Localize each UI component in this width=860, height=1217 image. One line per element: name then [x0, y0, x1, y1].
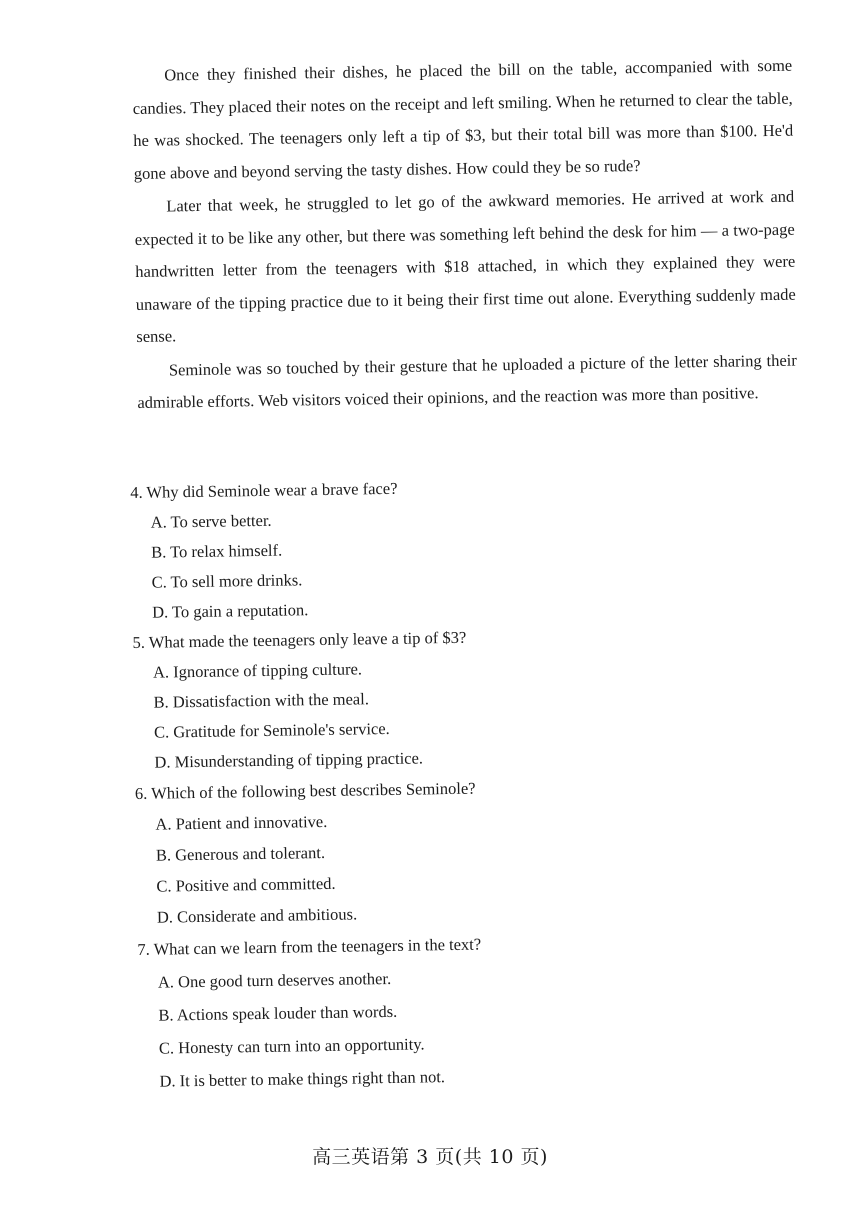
option-b: B. To relax himself. [151, 540, 283, 562]
question-stem: 5. What made the teenagers only leave a tip of $3? [132, 627, 467, 652]
option-c: C. Honesty can turn into an opportunity. [158, 1034, 425, 1058]
page-footer: 高三英语第 3 页(共 10 页) [312, 1146, 548, 1168]
passage-paragraph: Once they finished their dishes, he placed the bill on the table, accompanied with some candies. They placed their notes on the receipt and left smiling. When he returned to clear the table, he was shocked. The teenagers only left a tip of $3, but their total bill was more than $100. He'd gone above and beyond serving the tasty dishes. How could they be so rude? [132, 55, 794, 183]
question-stem: 4. Why did Seminole wear a brave face? [130, 478, 398, 502]
option-d: D. It is better to make things right than not. [159, 1067, 446, 1091]
option-b: B. Generous and tolerant. [155, 842, 326, 865]
option-c: C. Positive and committed. [156, 873, 336, 896]
question-5 [132, 618, 774, 778]
answer-options [153, 648, 775, 778]
passage-paragraph: Later that week, he struggled to let go of the awkward memories. He arrived at work and expected it to be like any other, but there was something left behind the desk for him — a two-page handwritten letter from the teenagers with $18 attached, in which they explained they were unaware of the tipping practice due to it being their first time out alone. Everything suddenly made sense. [134, 186, 796, 346]
answer-options [158, 956, 780, 1098]
question-6 [135, 768, 777, 933]
reading-passage [132, 50, 798, 421]
question-list [130, 468, 780, 1098]
option-a: A. To serve better. [150, 510, 272, 532]
question-stem: 7. What can we learn from the teenagers in the text? [137, 934, 482, 959]
option-d: D. Considerate and ambitious. [156, 904, 358, 927]
option-d: D. Misunderstanding of tipping practice. [154, 748, 424, 772]
option-c: C. Gratitude for Seminole's service. [153, 718, 390, 742]
question-7 [137, 923, 780, 1098]
option-b: B. Actions speak louder than words. [158, 1001, 398, 1025]
question-4 [130, 468, 772, 628]
question-stem: 6. Which of the following best describes Seminole? [134, 778, 476, 803]
option-a: A. Patient and innovative. [155, 811, 328, 834]
option-d: D. To gain a reputation. [151, 600, 309, 622]
option-a: A. Ignorance of tipping culture. [152, 659, 363, 682]
option-b: B. Dissatisfaction with the meal. [153, 689, 370, 712]
answer-options [155, 799, 777, 933]
option-a: A. One good turn deserves another. [157, 968, 392, 992]
option-c: C. To sell more drinks. [151, 570, 303, 592]
answer-options [150, 498, 772, 628]
passage-paragraph: Seminole was so touched by their gesture that he uploaded a picture of the letter sharing their admirable efforts. Web visitors voiced their opinions, and the reaction was more than positive. [137, 350, 797, 412]
